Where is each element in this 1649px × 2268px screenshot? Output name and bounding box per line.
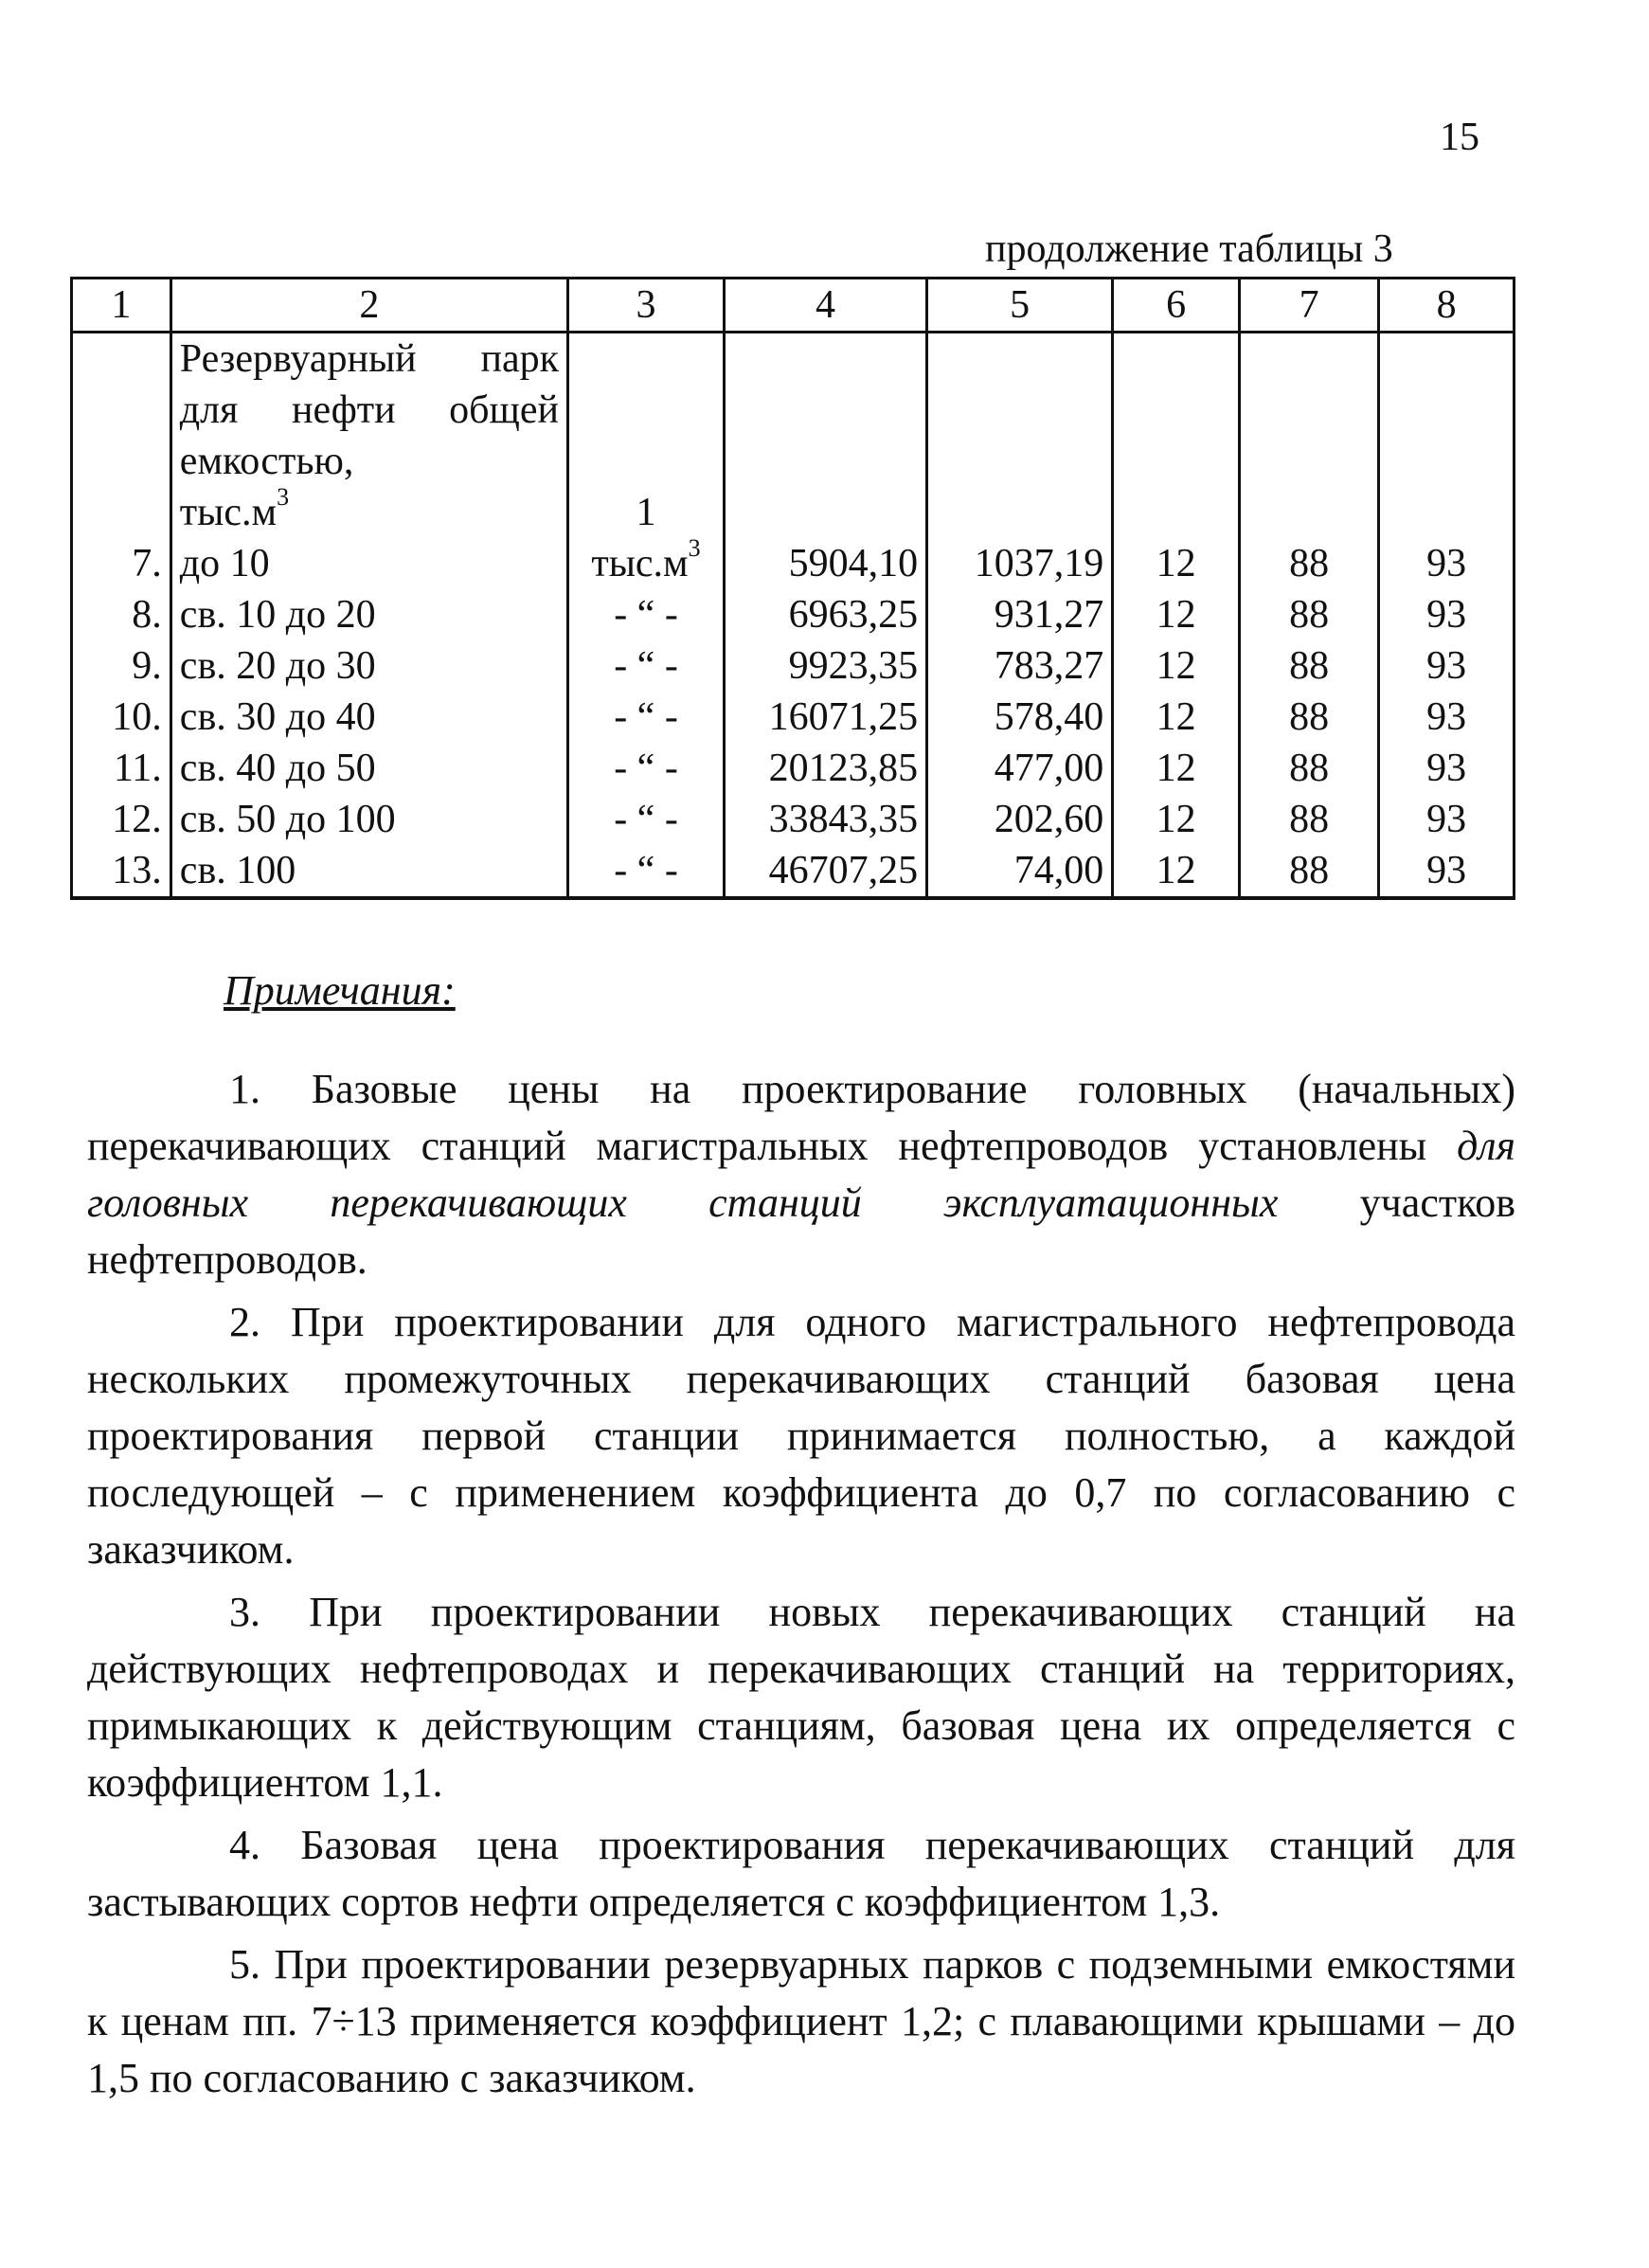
row-col4: 46707,25	[725, 845, 927, 898]
col-header-4: 4	[725, 279, 927, 333]
table-row	[72, 794, 1515, 845]
row-col6: 12	[1113, 845, 1240, 898]
col-header-6: 6	[1113, 279, 1240, 333]
row-col5: 202,60	[927, 794, 1113, 845]
group-description-line: емкостью,	[170, 436, 567, 487]
row-col6: 12	[1113, 692, 1240, 743]
col-header-2: 2	[170, 279, 567, 333]
table-header-row	[72, 279, 1515, 333]
row-unit: $тыс.м^3$	[568, 538, 725, 589]
row-col7: 88	[1240, 845, 1379, 898]
row-col8: 93	[1379, 692, 1515, 743]
notes-section	[87, 1061, 1515, 2113]
row-col5: 783,27	[927, 640, 1113, 692]
unit-quantity: 1	[568, 487, 725, 538]
col-header-7: 7	[1240, 279, 1379, 333]
row-col7: 88	[1240, 692, 1379, 743]
row-number: 8.	[72, 589, 171, 640]
group-row	[72, 385, 1515, 436]
group-row	[72, 333, 1515, 386]
group-description-line: Резервуарный парк	[170, 333, 567, 386]
row-col4: 5904,10	[725, 538, 927, 589]
row-unit: - “ -	[568, 589, 725, 640]
col-header-5: 5	[927, 279, 1113, 333]
row-col4: 20123,85	[725, 743, 927, 794]
note-1: 1. Базовые цены на проектирование головных (начальных) перекачивающих станций магистральных нефтепроводов установлены для головных перекачивающих станций эксплуатационных участков нефтепроводов.	[87, 1066, 1516, 1283]
row-name: св. 10 до 20	[170, 589, 567, 640]
row-col6: 12	[1113, 589, 1240, 640]
group-row	[72, 487, 1515, 538]
group-unit-line: $тыс.м^3$	[170, 487, 567, 538]
row-unit: - “ -	[568, 845, 725, 898]
row-col6: 12	[1113, 640, 1240, 692]
note-2: 2. При проектировании для одного магистрального нефтепровода нескольких промежуточных перекачивающих станций базовая цена проектирования первой станции принимается полностью, а каждой последующей – с применением коэффициента до 0,7 по согласованию с заказчиком.	[87, 1299, 1515, 1573]
row-col6: 12	[1113, 743, 1240, 794]
row-col8: 93	[1379, 794, 1515, 845]
row-col6: 12	[1113, 794, 1240, 845]
page-number: 15	[1440, 116, 1479, 159]
row-number: 9.	[72, 640, 171, 692]
price-table	[70, 277, 1515, 900]
row-col8: 93	[1379, 538, 1515, 589]
row-col5: 578,40	[927, 692, 1113, 743]
row-name: до 10	[170, 538, 567, 589]
row-col5: 74,00	[927, 845, 1113, 898]
note-3: 3. При проектировании новых перекачивающих станций на действующих нефтепроводах и перекачивающих станций на территориях, примыкающих к действующим станциям, базовая цена их определяется с коэффициентом 1,1.	[87, 1589, 1515, 1806]
table-row	[72, 692, 1515, 743]
row-number: 13.	[72, 845, 171, 898]
row-col7: 88	[1240, 743, 1379, 794]
row-col8: 93	[1379, 589, 1515, 640]
row-col7: 88	[1240, 538, 1379, 589]
row-col6: 12	[1113, 538, 1240, 589]
table-continuation-label: продолжение таблицы 3	[985, 227, 1393, 271]
table-row	[72, 589, 1515, 640]
row-col5: 931,27	[927, 589, 1113, 640]
row-col8: 93	[1379, 845, 1515, 898]
col-header-8: 8	[1379, 279, 1515, 333]
group-row	[72, 436, 1515, 487]
row-unit: - “ -	[568, 640, 725, 692]
table-row	[72, 743, 1515, 794]
row-col8: 93	[1379, 640, 1515, 692]
note-5: 5. При проектировании резервуарных парков с подземными емкостями к ценам пп. 7÷13 применяется коэффициент 1,2; с плавающими крышами – до 1,5 по согласованию с заказчиком.	[87, 1941, 1515, 2101]
row-name: св. 20 до 30	[170, 640, 567, 692]
row-unit: - “ -	[568, 743, 725, 794]
row-name: св. 50 до 100	[170, 794, 567, 845]
row-col7: 88	[1240, 794, 1379, 845]
notes-title: Примечания:	[224, 967, 456, 1014]
table-row	[72, 640, 1515, 692]
row-name: св. 40 до 50	[170, 743, 567, 794]
col-header-1: 1	[72, 279, 171, 333]
row-unit: - “ -	[568, 692, 725, 743]
row-col4: 16071,25	[725, 692, 927, 743]
row-col4: 6963,25	[725, 589, 927, 640]
row-name: св. 30 до 40	[170, 692, 567, 743]
row-col7: 88	[1240, 640, 1379, 692]
row-col7: 88	[1240, 589, 1379, 640]
row-col4: 33843,35	[725, 794, 927, 845]
row-col5: 477,00	[927, 743, 1113, 794]
row-unit: - “ -	[568, 794, 725, 845]
col-header-3: 3	[568, 279, 725, 333]
row-name: св. 100	[170, 845, 567, 898]
row-col8: 93	[1379, 743, 1515, 794]
row-col5: 1037,19	[927, 538, 1113, 589]
group-description-line: для нефти общей	[170, 385, 567, 436]
row-number: 10.	[72, 692, 171, 743]
table-row	[72, 845, 1515, 898]
row-number: 12.	[72, 794, 171, 845]
row-col4: 9923,35	[725, 640, 927, 692]
row-number: 7.	[72, 538, 171, 589]
note-4: 4. Базовая цена проектирования перекачивающих станций для застывающих сортов нефти определяется с коэффициентом 1,3.	[87, 1822, 1515, 1925]
table-row	[72, 538, 1515, 589]
row-number: 11.	[72, 743, 171, 794]
